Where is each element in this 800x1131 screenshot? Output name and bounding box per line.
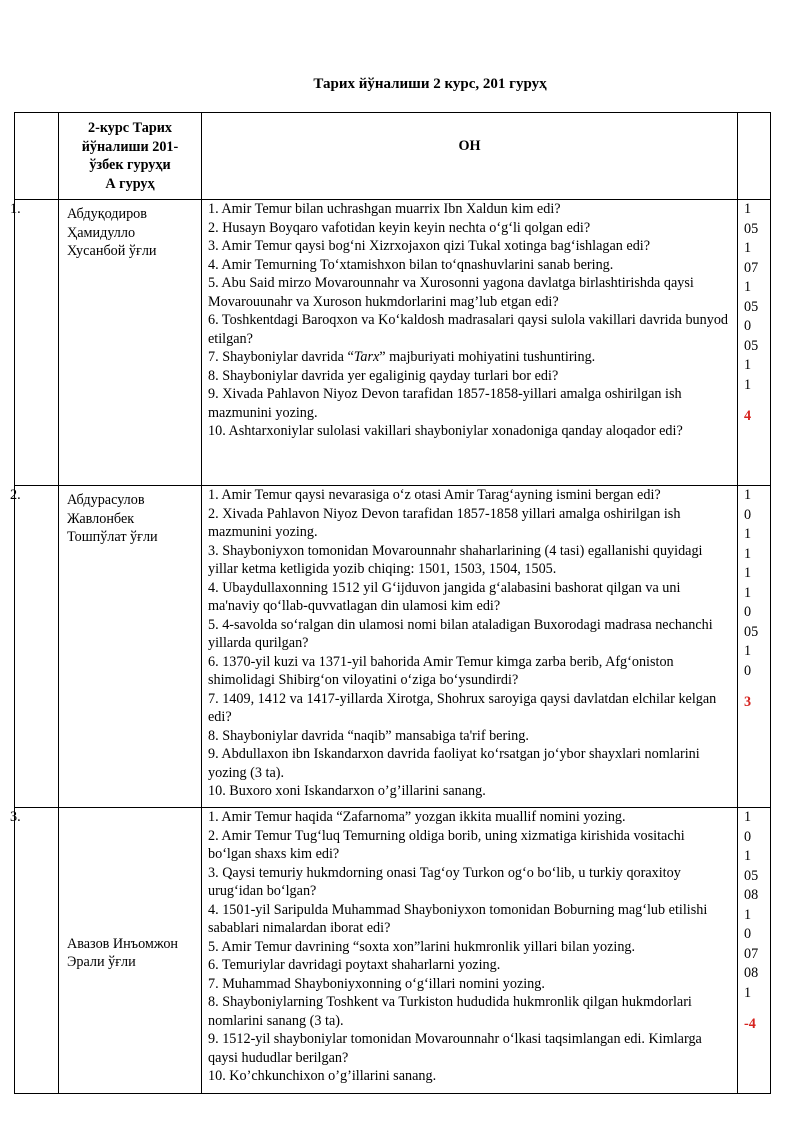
question-score: 05 bbox=[744, 337, 759, 354]
question: 10. Buxoro xoni Iskandarxon o’g’illarini sanang. bbox=[208, 783, 486, 799]
question-score: 1 bbox=[744, 545, 752, 562]
question: 6. Toshkentdagi Baroqxon va Ko‘kaldosh madrasalari qaysi sulola vakillari davrida bunyod etilgan? bbox=[208, 312, 729, 347]
header-group-line: йўналиши 201- bbox=[81, 138, 179, 155]
student-name-line: Ҳамидулло bbox=[67, 224, 136, 241]
question-score: 1 bbox=[744, 984, 752, 1001]
question-score: 1 bbox=[744, 584, 752, 601]
table-row bbox=[15, 808, 771, 1094]
questions-cell bbox=[202, 808, 738, 1094]
student-name-line: Абдурасулов bbox=[67, 492, 145, 508]
question-score: 08 bbox=[744, 887, 759, 903]
question: 3. Shayboniyxon tomonidan Movarounnahr shaharlarining (4 tasi) egallanishi quyidagi yillar ketma ketligida yozib chiqing: 1501, 1503, 1504, 1505. bbox=[208, 542, 703, 577]
table-row bbox=[15, 486, 771, 808]
header-group-cell bbox=[59, 113, 202, 200]
question-score: 05 bbox=[744, 220, 759, 237]
question: 2. Husayn Boyqaro vafotidan keyin keyin nechta o‘g‘li qolgan edi? bbox=[208, 219, 591, 236]
question-score: 1 bbox=[744, 357, 752, 373]
questions-cell bbox=[202, 200, 738, 486]
question: 5. 4-savolda so‘ralgan din ulamosi nomi bilan ataladigan Buxorodagi madrasa nechanchi yillarda qurilgan? bbox=[208, 616, 713, 651]
question: 2. Amir Temur Tug‘luq Temurning oldiga borib, uning xizmatiga kirishida vositachi bo‘lgan shaxs kim edi? bbox=[208, 827, 685, 862]
question-score: 0 bbox=[744, 604, 752, 620]
question-score: 05 bbox=[744, 867, 759, 884]
row-number-cell bbox=[10, 486, 59, 808]
question: 5. Abu Said mirzo Movarounnahr va Xurosonni yagona davlatga birlashtirishda qaysi Movarouunahr va Xuroson hukmdorlarini mag’lub etgan edi? bbox=[208, 275, 694, 310]
question-score: 1 bbox=[744, 565, 752, 581]
question: 7. 1409, 1412 va 1417-yillarda Xirotga, Shohrux saroyiga qaysi davlatdan elchilar kelgan edi? bbox=[208, 690, 717, 725]
header-group-line: А гуруҳ bbox=[105, 175, 155, 192]
header-num-cell bbox=[15, 113, 59, 200]
question: 4. Ubaydullaxonning 1512 yil G‘ijduvon jangida g‘alabasini bashorat qilgan va uni ma'naviy qo‘llab-quvvatlagan din ulamosi kim edi? bbox=[208, 579, 681, 614]
scores-cell bbox=[738, 486, 771, 808]
scores-cell bbox=[738, 808, 771, 1094]
question: 3. Qaysi temuriy hukmdorning onasi Tag‘oy Turkon og‘o bo‘lib, u turkiy qoraxitoy urug‘idan bo‘lgan? bbox=[208, 864, 681, 899]
question: 8. Shayboniylarning Toshkent va Turkiston hududida hukmronlik qilgan hukmdorlari nomlarini sanang (3 ta). bbox=[208, 994, 692, 1029]
header-group-line: 2-курс Тарих bbox=[88, 120, 172, 136]
question-score: 07 bbox=[744, 259, 759, 276]
question: 2. Xivada Pahlavon Niyoz Devon tarafidan 1857-1858 yillari amalga oshirilgan ish mazmunini yozing. bbox=[208, 505, 681, 540]
question: 1. Amir Temur haqida “Zafarnoma” yozgan ikkita muallif nomini yozing. bbox=[208, 809, 626, 825]
question-score: 1 bbox=[744, 279, 752, 295]
question: 4. Amir Temurning To‘xtamishxon bilan to‘qnashuvlarini sanab bering. bbox=[208, 256, 614, 273]
question-score: 1 bbox=[744, 201, 752, 217]
question-score: 0 bbox=[744, 506, 752, 523]
question: 8. Shayboniylar davrida yer egaliginig qayday turlari bor edi? bbox=[208, 367, 559, 384]
question: 10. Ashtarxoniylar sulolasi vakillari shayboniylar xonadoniga qanday aloqador edi? bbox=[208, 423, 683, 439]
total-score: 3 bbox=[744, 694, 752, 710]
scores-cell bbox=[738, 200, 771, 486]
question-score: 05 bbox=[744, 623, 759, 640]
row-number: 1. bbox=[10, 201, 21, 217]
question-score: 0 bbox=[744, 828, 752, 845]
questions-cell bbox=[202, 486, 738, 808]
student-name-line: Тошпўлат ўғли bbox=[67, 529, 158, 545]
student-name-cell bbox=[59, 200, 202, 486]
student-name-line: Жавлонбек bbox=[67, 510, 135, 527]
header-on-cell: ОН bbox=[202, 113, 738, 200]
question-score: 1 bbox=[744, 906, 752, 923]
student-name-line: Эрали ўғли bbox=[67, 954, 136, 970]
question: 10. Ko’chkunchixon o’g’illarini sanang. bbox=[208, 1068, 437, 1084]
question-score: 0 bbox=[744, 318, 752, 334]
page-title: Тарих йўналиши 2 курс, 201 гуруҳ bbox=[313, 76, 547, 92]
question: 7. Muhammad Shayboniyxonning o‘g‘illari nomini yozing. bbox=[208, 975, 545, 992]
question: 4. 1501-yil Saripulda Muhammad Shayboniyxon tomonidan Boburning mag‘lub etilishi sabablari nimalardan iborat edi? bbox=[208, 901, 708, 936]
table-row bbox=[15, 200, 771, 486]
row-number-cell bbox=[10, 808, 59, 1094]
question-score: 1 bbox=[744, 240, 752, 256]
header-score-cell bbox=[738, 113, 771, 200]
table-header-row bbox=[15, 113, 771, 200]
question-score: 1 bbox=[744, 848, 752, 864]
row-number: 2. bbox=[10, 487, 21, 503]
question: 6. 1370-yil kuzi va 1371-yil bahorida Amir Temur kimga zarba berib, Afg‘oniston shimolidagi Shibirg‘on viloyatini o‘ziga bo‘ysundirdi? bbox=[208, 653, 674, 688]
question-score: 05 bbox=[744, 298, 759, 315]
grades-table bbox=[10, 112, 771, 1094]
question-score: 1 bbox=[744, 643, 752, 659]
question: 7. Shayboniylar davrida “Tarx” majburiyati mohiyatini tushuntiring. bbox=[208, 349, 596, 365]
question-score: 1 bbox=[744, 809, 752, 825]
question: 9. Abdullaxon ibn Iskandarxon davrida faoliyat ko‘rsatgan jo‘ybor shayxlari nomlarini yozing (3 ta). bbox=[208, 746, 700, 781]
student-name-cell bbox=[59, 486, 202, 808]
question: 1. Amir Temur qaysi nevarasiga o‘z otasi Amir Tarag‘ayning ismini bergan edi? bbox=[208, 487, 661, 503]
student-name-line: Абдуқодиров bbox=[67, 206, 147, 222]
question-score: 0 bbox=[744, 926, 752, 942]
student-name-line: Авазов Инъомжон bbox=[67, 935, 179, 952]
row-number: 3. bbox=[10, 809, 21, 825]
question: 8. Shayboniylar davrida “naqib” mansabiga ta'rif bering. bbox=[208, 727, 529, 744]
question: 3. Amir Temur qaysi bog‘ni Xizrxojaxon qizi Tukal xotinga bag‘ishlagan edi? bbox=[208, 238, 651, 254]
question: 9. 1512-yil shayboniylar tomonidan Movarounnahr o‘lkasi taqsimlangan edi. Kimlarga qaysi hududlar berilgan? bbox=[208, 1031, 702, 1066]
student-name-line: Хусанбой ўғли bbox=[67, 243, 157, 259]
question-score: 1 bbox=[744, 376, 752, 393]
student-name-cell bbox=[59, 808, 202, 1094]
header-group-line: ўзбек гуруҳи bbox=[89, 157, 171, 173]
question-score: 1 bbox=[744, 526, 752, 542]
row-number-cell bbox=[10, 200, 59, 486]
question: 6. Temuriylar davridagi poytaxt shaharlarni yozing. bbox=[208, 957, 501, 973]
question-score: 1 bbox=[744, 487, 752, 503]
question: 1. Amir Temur bilan uchrashgan muarrix Ibn Xaldun kim edi? bbox=[208, 201, 561, 217]
question-score: 0 bbox=[744, 662, 752, 679]
total-score: -4 bbox=[744, 1016, 756, 1032]
question-score: 07 bbox=[744, 945, 759, 962]
total-score: 4 bbox=[744, 408, 752, 424]
question: 5. Amir Temur davrining “soxta xon”larini hukmronlik yillari bilan yozing. bbox=[208, 938, 636, 955]
question-score: 08 bbox=[744, 965, 759, 981]
question: 9. Xivada Pahlavon Niyoz Devon tarafidan 1857-1858-yillari amalga oshirilgan ish mazmunini yozing. bbox=[208, 386, 682, 421]
